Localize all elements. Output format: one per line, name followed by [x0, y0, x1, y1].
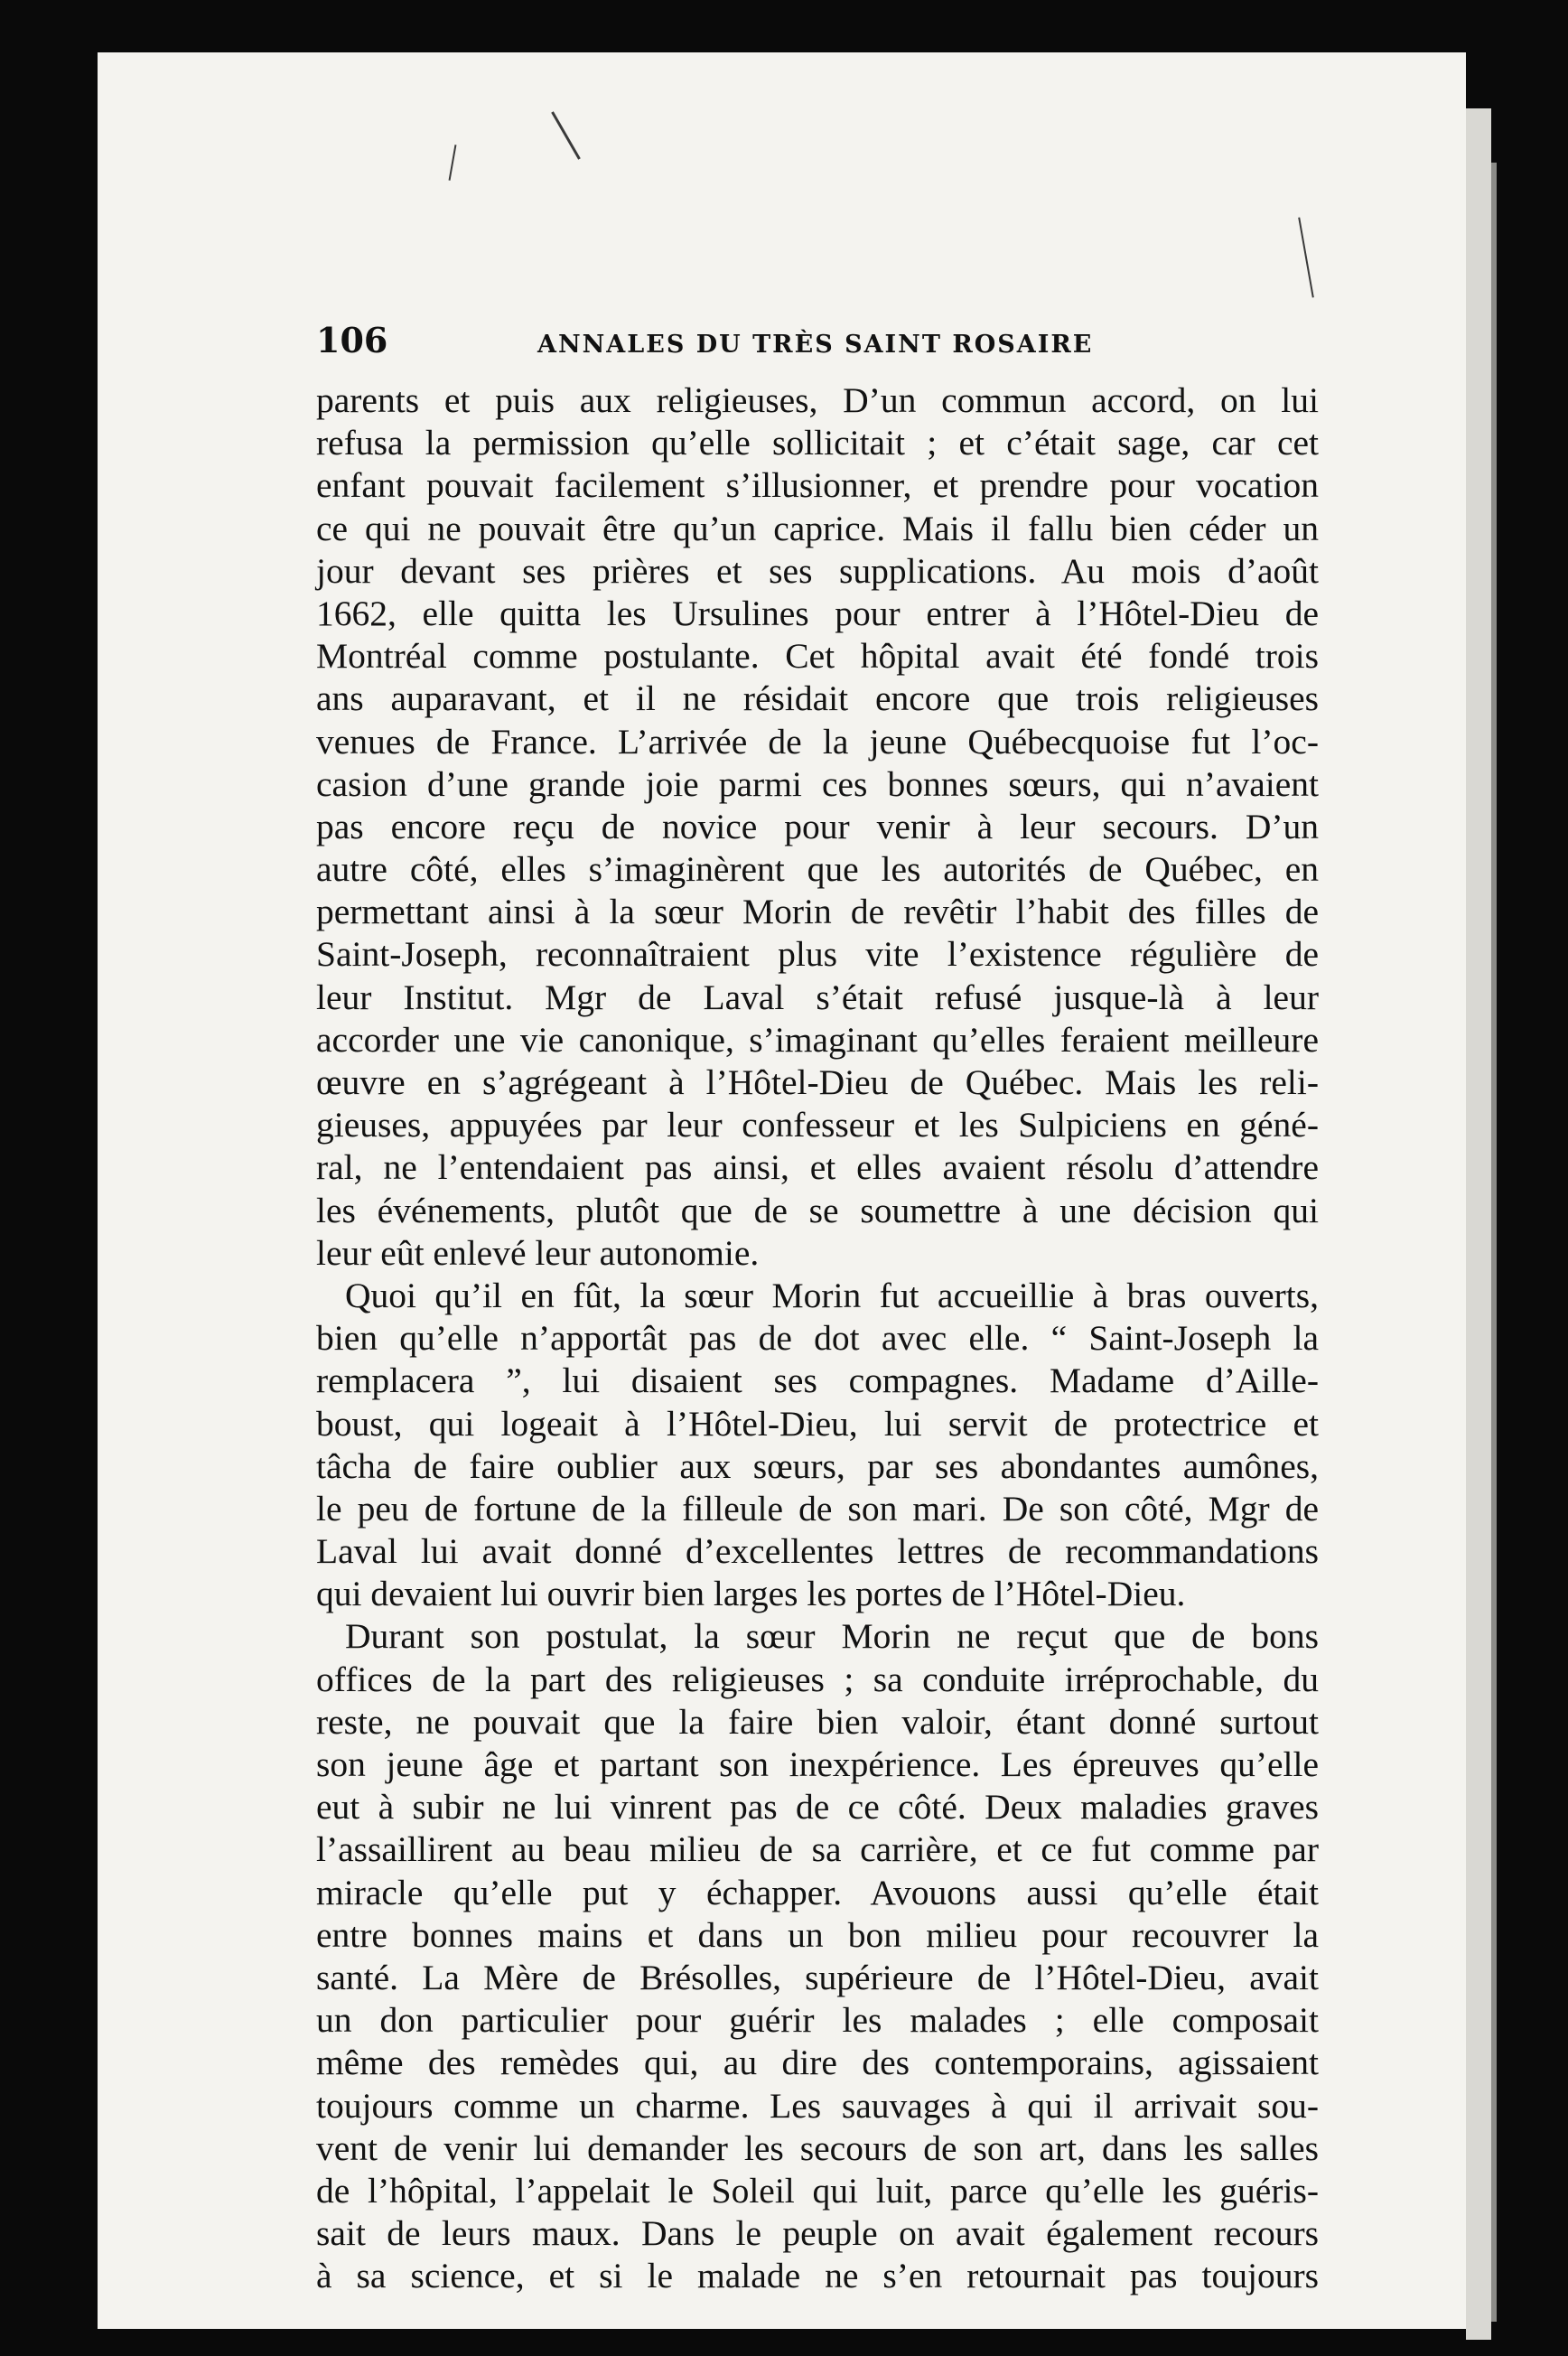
text-line: Durant son postulat, la sœur Morin ne reçut que de bons: [345, 1616, 1319, 1657]
text-line: ans auparavant, et il ne résidait encore que trois religieuses: [316, 678, 1319, 719]
text-line: son jeune âge et partant son inexpérience. Les épreuves qu’elle: [316, 1744, 1319, 1784]
text-line: offices de la part des religieuses ; sa conduite irréprochable, du: [316, 1659, 1319, 1699]
text-line: pas encore reçu de novice pour venir à leur secours. D’un: [316, 806, 1319, 846]
text-line: un don particulier pour guérir les malades ; elle composait: [316, 2000, 1319, 2041]
text-line: autre côté, elles s’imaginèrent que les autorités de Québec, en: [316, 849, 1319, 890]
text-line: l’assaillirent au beau milieu de sa carrière, et ce fut comme par: [316, 1829, 1319, 1870]
text-line: sait de leurs maux. Dans le peuple on avait également recours: [316, 2213, 1319, 2254]
text-line: les événements, plutôt que de se soumettre à une décision qui: [316, 1190, 1319, 1230]
text-line: miracle qu’elle put y échapper. Avouons aussi qu’elle était: [316, 1872, 1319, 1912]
book-binding-edge: [1491, 163, 1497, 2322]
text-line: ral, ne l’entendaient pas ainsi, et elles avaient résolu d’attendre: [316, 1147, 1319, 1188]
text-line: bien qu’elle n’apportât pas de dot avec elle. “ Saint-Joseph la: [316, 1318, 1319, 1359]
text-line: Quoi qu’il en fût, la sœur Morin fut accueillie à bras ouverts,: [345, 1275, 1319, 1315]
text-line: œuvre en s’agrégeant à l’Hôtel-Dieu de Québec. Mais les reli-: [316, 1062, 1319, 1102]
text-line: de l’hôpital, l’appelait le Soleil qui luit, parce qu’elle les guéris-: [316, 2170, 1319, 2211]
text-line: à sa science, et si le malade ne s’en retournait pas toujours: [316, 2256, 1319, 2296]
text-line: gieuses, appuyées par leur confesseur et les Sulpiciens en géné-: [316, 1105, 1319, 1145]
text-line: entre bonnes mains et dans un bon milieu pour recouvrer la: [316, 1914, 1319, 1955]
page-body: [316, 316, 1319, 2297]
text-line: Laval lui avait donné d’excellentes lettres de recommandations: [316, 1531, 1319, 1572]
page-number: 106: [316, 320, 388, 360]
text-line: santé. La Mère de Brésolles, supérieure de l’Hôtel-Dieu, avait: [316, 1957, 1319, 1997]
text-line: 1662, elle quitta les Ursulines pour entrer à l’Hôtel-Dieu de: [316, 593, 1319, 633]
running-head: [316, 316, 1319, 379]
text-line: enfant pouvait facilement s’illusionner, et prendre pour vocation: [316, 465, 1319, 506]
text-line: casion d’une grande joie parmi ces bonnes sœurs, qui n’avaient: [316, 763, 1319, 804]
text-line: le peu de fortune de la filleule de son mari. De son côté, Mgr de: [316, 1488, 1319, 1529]
text-line: Montréal comme postulante. Cet hôpital avait été fondé trois: [316, 636, 1319, 677]
text-line: parents et puis aux religieuses, D’un commun accord, on lui: [316, 380, 1319, 420]
text-line: leur eût enlevé leur autonomie.: [316, 1232, 760, 1273]
text-line: même des remèdes qui, au dire des contemporains, agissaient: [316, 2043, 1319, 2083]
text-line: accorder une vie canonique, s’imaginant qu’elles feraient meilleure: [316, 1019, 1319, 1060]
running-title: ANNALES DU TRÈS SAINT ROSAIRE: [537, 331, 1094, 359]
text-line: jour devant ses prières et ses supplications. Au mois d’août: [316, 550, 1319, 591]
text-line: reste, ne pouvait que la faire bien valoir, étant donné surtout: [316, 1701, 1319, 1742]
body-text: [316, 379, 1319, 2297]
text-line: ce qui ne pouvait être qu’un caprice. Mais il fallu bien céder un: [316, 508, 1319, 548]
text-line: qui devaient lui ouvrir bien larges les portes de l’Hôtel-Dieu.: [316, 1574, 1186, 1614]
text-line: tâcha de faire oublier aux sœurs, par ses abondantes aumônes,: [316, 1445, 1319, 1486]
text-line: refusa la permission qu’elle sollicitait ; et c’était sage, car cet: [316, 423, 1319, 463]
text-line: remplacera ”, lui disaient ses compagnes. Madame d’Aille-: [316, 1360, 1319, 1401]
text-line: eut à subir ne lui vinrent pas de ce côté. Deux maladies graves: [316, 1787, 1319, 1828]
text-line: permettant ainsi à la sœur Morin de revêtir l’habit des filles de: [316, 892, 1319, 932]
text-line: leur Institut. Mgr de Laval s’était refusé jusque-là à leur: [316, 977, 1319, 1017]
text-line: vent de venir lui demander les secours de son art, dans les salles: [316, 2127, 1319, 2168]
page-edge-strip: [1466, 108, 1491, 2340]
text-line: toujours comme un charme. Les sauvages à qui il arrivait sou-: [316, 2085, 1319, 2126]
text-line: venues de France. L’arrivée de la jeune Québecquoise fut l’oc-: [316, 721, 1319, 762]
text-line: boust, qui logeait à l’Hôtel-Dieu, lui servit de protectrice et: [316, 1403, 1319, 1444]
text-line: Saint-Joseph, reconnaîtraient plus vite l’existence régulière de: [316, 934, 1319, 975]
